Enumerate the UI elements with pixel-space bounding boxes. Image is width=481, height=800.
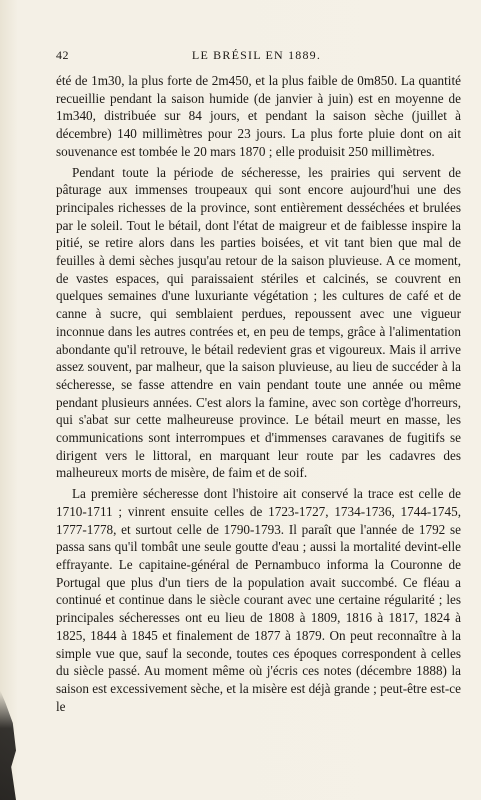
page-number: 42 (56, 48, 69, 62)
body-text (56, 72, 461, 718)
paragraph-secheresse: Pendant toute la période de sécheresse, les prairies qui servent de pâturage aux immenses troupeaux qui sont encore aujourd'hui une des principales richesses de la province, sont entièrement desséchées et brulées par le soleil. Tout le bétail, dont l'état de maigreur et de faiblesse inspire la pitié, se retire alors dans les parties boisées, et vit tant bien que mal de feuilles à demi sèches jusqu'au retour de la saison pluvieuse. A ce moment, de vastes espaces, qui paraissaient stériles et calcinés, se couvrent en quelques semaines d'une luxuriante végétation ; les cultures de café et de canne à sucre, qui semblaient perdues, repoussent avec une vigueur inconnue dans les autres contrées et, en peu de temps, grâce à l'alimentation abondante qu'il retrouve, le bétail redevient gras et vigoureux. Mais il arrive assez souvent, par malheur, que la saison pluvieuse, au lieu de succéder à la sécheresse, se fasse attendre en vain pendant toute une année ou même pendant plusieurs années. C'est alors la famine, avec son cortège d'horreurs, qui s'abat sur cette malheureuse province. Le bétail meurt en masse, les communications sont interrompues et d'immenses caravanes de fugitifs se dirigent vers le littoral, en marquant leur route par les cadavres des malheureux morts de misère, de faim et de soif. (56, 164, 461, 481)
paragraph-continued: été de 1m30, la plus forte de 2m450, et la plus faible de 0m850. La quantité recueillie pendant la saison humide (de janvier à juin) est en moyenne de 1m340, distribuée sur 84 jours, et pendant la saison sèche (juillet à décembre) 140 millimètres pour 23 jours. La plus forte pluie dont on ait souvenance est tombée le 20 mars 1870 ; elle produisit 250 millimètres. (56, 73, 461, 159)
page-header (56, 48, 457, 64)
running-title: LE BRÉSIL EN 1889. (191, 48, 322, 62)
paragraph-historique: La première sécheresse dont l'histoire ait conservé la trace est celle de 1710-1711 ; vinrent ensuite celles de 1723-1727, 1734-1736, 1744-1745, 1777-1778, et surtout celle de 1790-1793. Il paraît que l'année de 1792 se passa sans qu'il tombât une seule goutte d'eau ; aussi la mortalité devint-elle effrayante. Le capitaine-général de Pernambuco informa la Couronne de Portugal que plus d'un tiers de la population avait succombé. Ce fléau a continué et continue dans le siècle courant avec une certaine régularité ; les principales sécheresses ont eu lieu de 1808 à 1809, 1816 à 1817, 1824 à 1825, 1844 à 1845 et finalement de 1877 à 1879. On peut reconnaître à la simple vue que, sauf la seconde, toutes ces époques correspondent à celles du siècle passé. Au moment même où j'écris ces notes (décembre 1888) la saison est excessivement sèche, et la misère est déjà grande ; peut-être est-ce le (56, 486, 461, 714)
torn-page-edge (0, 690, 16, 800)
